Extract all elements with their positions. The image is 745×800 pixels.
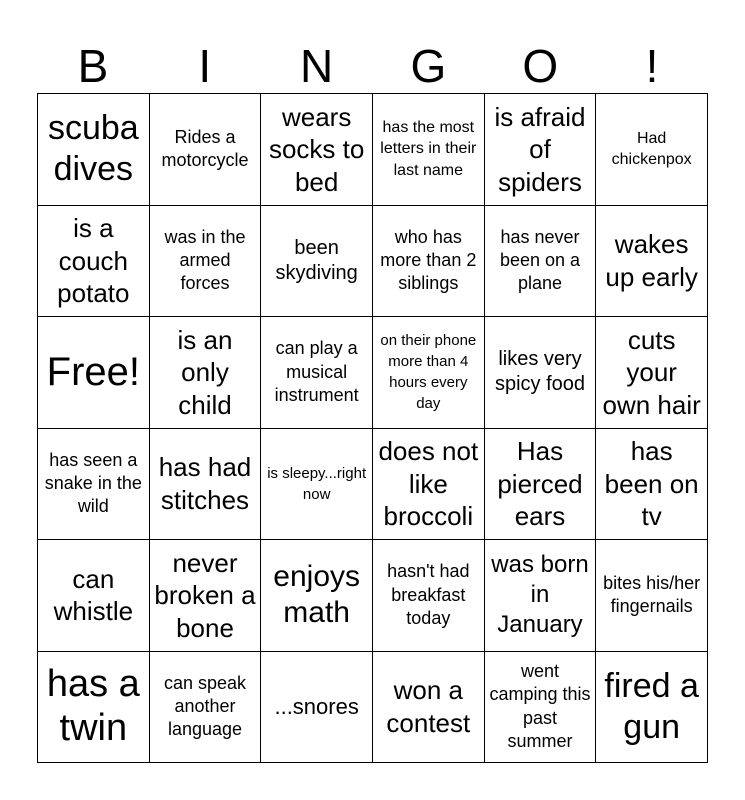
cell-text: enjoys math: [273, 560, 361, 630]
bingo-cell[interactable]: [261, 206, 373, 318]
cell-text: has a twin: [46, 663, 140, 749]
bingo-header: [37, 38, 708, 94]
cell-text: Has pierced ears: [497, 436, 583, 531]
header-exclamation: !: [645, 40, 659, 92]
cell-text: on their phone more than 4 hours every day: [380, 332, 477, 413]
bingo-cell[interactable]: [373, 317, 485, 429]
cell-text: cuts your own hair: [602, 324, 701, 420]
bingo-cell[interactable]: [38, 429, 150, 541]
bingo-cell[interactable]: [38, 206, 150, 318]
cell-text: can play a musical instrument: [274, 338, 359, 405]
cell-text: was in the armed forces: [164, 226, 246, 294]
cell-text: hasn't had breakfast today: [387, 561, 470, 628]
cell-text: likes very spicy food: [494, 348, 586, 396]
bingo-cell[interactable]: [261, 317, 373, 429]
cell-text: was born in January: [491, 551, 589, 639]
bingo-cell[interactable]: [373, 206, 485, 318]
cell-text: is a couch potato: [57, 213, 130, 308]
bingo-cell[interactable]: [261, 540, 373, 652]
cell-text: does not like broccoli: [378, 436, 479, 531]
cell-text: ...snores: [274, 694, 359, 719]
cell-text: bites his/her fingernails: [603, 572, 701, 617]
bingo-cell[interactable]: [150, 429, 262, 541]
bingo-cell[interactable]: [150, 652, 262, 764]
bingo-cell[interactable]: [150, 317, 262, 429]
free-space-cell[interactable]: [38, 317, 150, 429]
bingo-cell[interactable]: [373, 429, 485, 541]
header-letter-g: G: [410, 40, 447, 92]
cell-text: Rides a motorcycle: [161, 126, 249, 171]
header-letter-i: I: [198, 40, 212, 92]
header-letter-b: B: [77, 40, 109, 92]
bingo-cell[interactable]: [261, 652, 373, 764]
bingo-cell[interactable]: [38, 94, 150, 206]
cell-text: went camping this past summer: [489, 660, 591, 752]
bingo-cell[interactable]: [150, 94, 262, 206]
cell-text: can whistle: [53, 563, 134, 627]
bingo-cell[interactable]: [261, 429, 373, 541]
bingo-cell[interactable]: [38, 652, 150, 764]
bingo-cell[interactable]: [150, 206, 262, 318]
bingo-cell[interactable]: [596, 540, 708, 652]
cell-text: scuba dives: [47, 109, 139, 189]
bingo-cell[interactable]: [485, 206, 597, 318]
cell-text: can speak another language: [163, 672, 247, 740]
bingo-cell[interactable]: [373, 540, 485, 652]
bingo-cell[interactable]: [596, 317, 708, 429]
cell-text: wears socks to bed: [268, 101, 365, 197]
bingo-card-grid: [37, 93, 708, 763]
bingo-cell[interactable]: [485, 317, 597, 429]
header-letter-n: N: [299, 40, 334, 92]
cell-text: is sleepy...right now: [267, 464, 367, 503]
cell-text: has had stitches: [158, 452, 252, 515]
bingo-cell[interactable]: [596, 652, 708, 764]
bingo-cell[interactable]: [150, 540, 262, 652]
bingo-cell[interactable]: [373, 652, 485, 764]
header-letter-o: O: [522, 40, 559, 92]
bingo-cell[interactable]: [485, 540, 597, 652]
bingo-cell[interactable]: [485, 652, 597, 764]
bingo-cell[interactable]: [38, 540, 150, 652]
bingo-cell[interactable]: [485, 429, 597, 541]
bingo-cell[interactable]: [261, 94, 373, 206]
bingo-cell[interactable]: [596, 429, 708, 541]
cell-text: has seen a snake in the wild: [44, 449, 142, 517]
cell-text: fired a gun: [604, 666, 699, 746]
bingo-cell[interactable]: [596, 94, 708, 206]
cell-text: been skydiving: [275, 236, 358, 284]
free-space-text: Free!: [46, 350, 140, 395]
cell-text: never broken a bone: [154, 547, 256, 643]
bingo-cell[interactable]: [373, 94, 485, 206]
cell-text: Had chickenpox: [611, 129, 692, 169]
cell-text: is afraid of spiders: [494, 101, 586, 197]
cell-text: wakes up early: [605, 229, 698, 292]
cell-text: has the most letters in their last name: [380, 118, 477, 180]
cell-text: has been on tv: [604, 436, 699, 531]
cell-text: won a contest: [386, 675, 471, 738]
cell-text: who has more than 2 siblings: [380, 226, 477, 294]
cell-text: is an only child: [177, 324, 233, 420]
bingo-cell[interactable]: [485, 94, 597, 206]
bingo-cell[interactable]: [596, 206, 708, 318]
cell-text: has never been on a plane: [499, 226, 581, 294]
